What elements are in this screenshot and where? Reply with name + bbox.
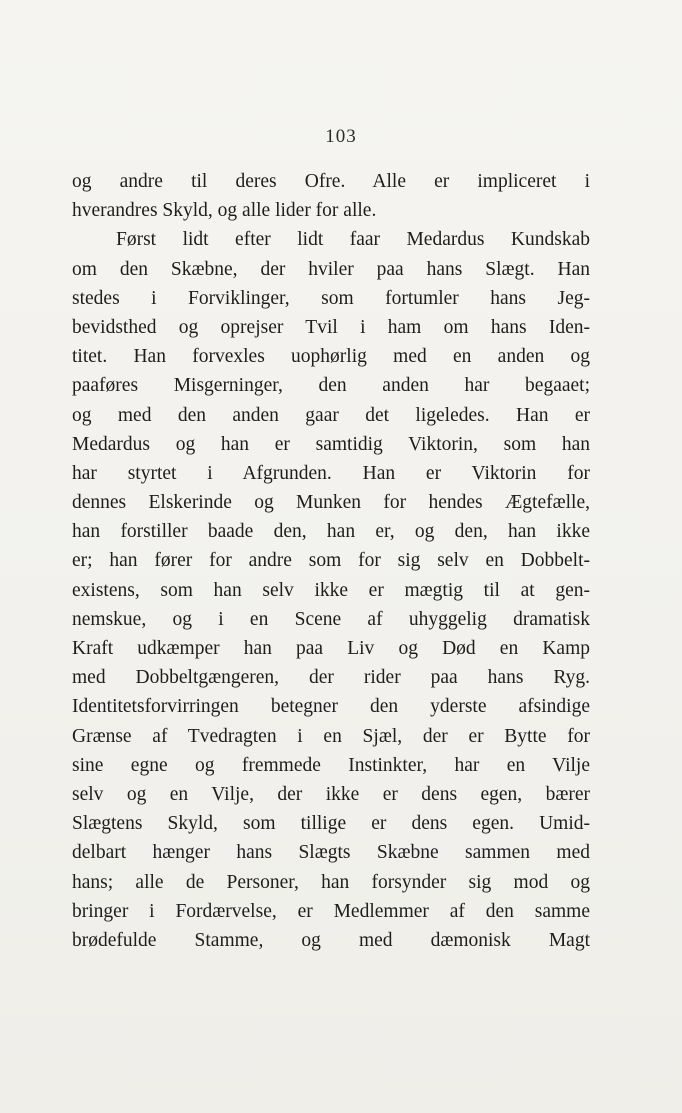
text-line: bevidsthed og oprejser Tvil i ham om hans Iden-: [72, 316, 590, 338]
text-line: og andre til deres Ofre. Alle er impliceret i: [72, 171, 590, 192]
text-line: Kraft udkæmper han paa Liv og Død en Kamp: [72, 638, 590, 659]
page-number: 103: [325, 126, 357, 147]
text-line: Grænse af Tvedragten i en Sjæl, der er Bytte for: [72, 725, 590, 747]
text-line: sine egne og fremmede Instinkter, har en Vilje: [72, 754, 590, 776]
text-line: existens, som han selv ikke er mægtig til at gen-: [72, 579, 590, 601]
text-line: paaføres Misgerninger, den anden har begaaet;: [72, 375, 590, 397]
text-line: har styrtet i Afgrunden. Han er Viktorin for: [72, 462, 590, 484]
text-line: bringer i Fordærvelse, er Medlemmer af den samme: [72, 900, 590, 922]
text-line: han forstiller baade den, han er, og den, han ikke: [72, 521, 590, 543]
text-line: om den Skæbne, der hviler paa hans Slægt. Han: [72, 258, 590, 280]
text-line: brødefulde Stamme, og med dæmonisk Magt: [72, 929, 590, 951]
text-line: med Dobbeltgængeren, der rider paa hans Ryg.: [72, 667, 590, 689]
text-line: delbart hænger hans Slægts Skæbne sammen med: [72, 842, 590, 864]
text-line: stedes i Forviklinger, som fortumler hans Jeg-: [72, 287, 590, 309]
text-line: Først lidt efter lidt faar Medardus Kundskab: [116, 229, 590, 251]
body-text: [72, 167, 590, 955]
text-line: titet. Han forvexles uophørlig med en anden og: [72, 346, 590, 368]
text-line: hans; alle de Personer, han forsynder sig mod og: [72, 871, 590, 893]
text-line: Identitetsforvirringen betegner den yderste afsindige: [72, 696, 590, 718]
text-line: og med den anden gaar det ligeledes. Han er: [72, 404, 590, 426]
text-line: selv og en Vilje, der ikke er dens egen, bærer: [72, 783, 590, 805]
text-line: hverandres Skyld, og alle lider for alle.: [72, 200, 377, 222]
text-line: Slægtens Skyld, som tillige er dens egen. Umid-: [72, 813, 590, 835]
text-line: dennes Elskerinde og Munken for hendes Ægtefælle,: [72, 492, 590, 514]
text-line: nemskue, og i en Scene af uhyggelig dramatisk: [72, 608, 590, 630]
text-line: er; han fører for andre som for sig selv en Dobbelt-: [72, 550, 590, 572]
text-line: Medardus og han er samtidig Viktorin, som han: [72, 433, 590, 455]
